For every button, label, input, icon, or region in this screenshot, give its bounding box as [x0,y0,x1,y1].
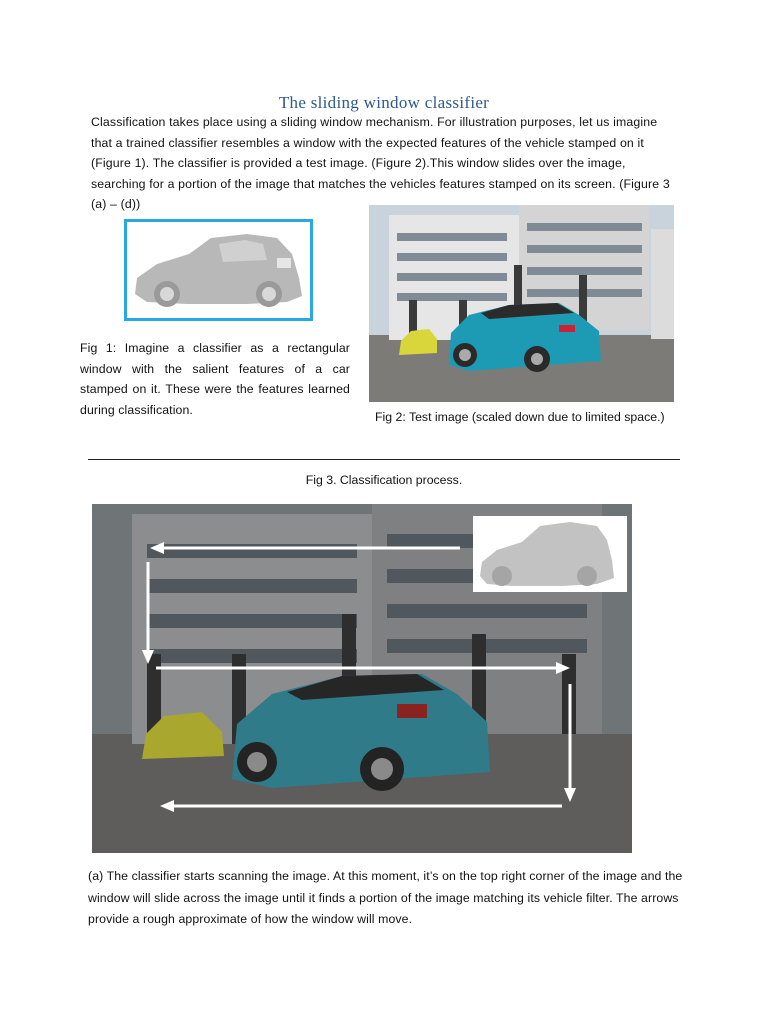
test-image-figure [369,205,674,402]
figure-1-caption: Fig 1: Imagine a classifier as a rectangular window with the salient features of a car stamped on it. These were the features learned during classification. [80,341,350,417]
figure-3a-caption: (a) The classifier starts scanning the image. At this moment, it’s on the top right corner of the image and the window will slide across the image until it finds a portion of the image matching its vehicle filter. The arrows provide a rough approximate of how the window will move. [88,869,683,926]
page-title: The sliding window classifier [278,93,490,112]
figure-3-caption: Fig 3. Classification process. [305,473,463,487]
classifier-window-figure [124,219,313,321]
figure-2-caption: Fig 2: Test image (scaled down due to limited space.) [375,410,665,424]
car-silhouette-icon [127,222,310,318]
intro-paragraph: Classification takes place using a sliding window mechanism. For illustration purposes, let us imagine that a trained classifier resembles a window with the expected features of the vehicle stamped on it (Figure 1). The classifier is provided a test image. (Figure 2).This window slides over the image, searching for a portion of the image that matches the vehicles features stamped on its screen. (Figure 3 (a) – (d)) [91,115,670,211]
classification-process-figure [92,504,632,853]
divider [88,459,680,460]
